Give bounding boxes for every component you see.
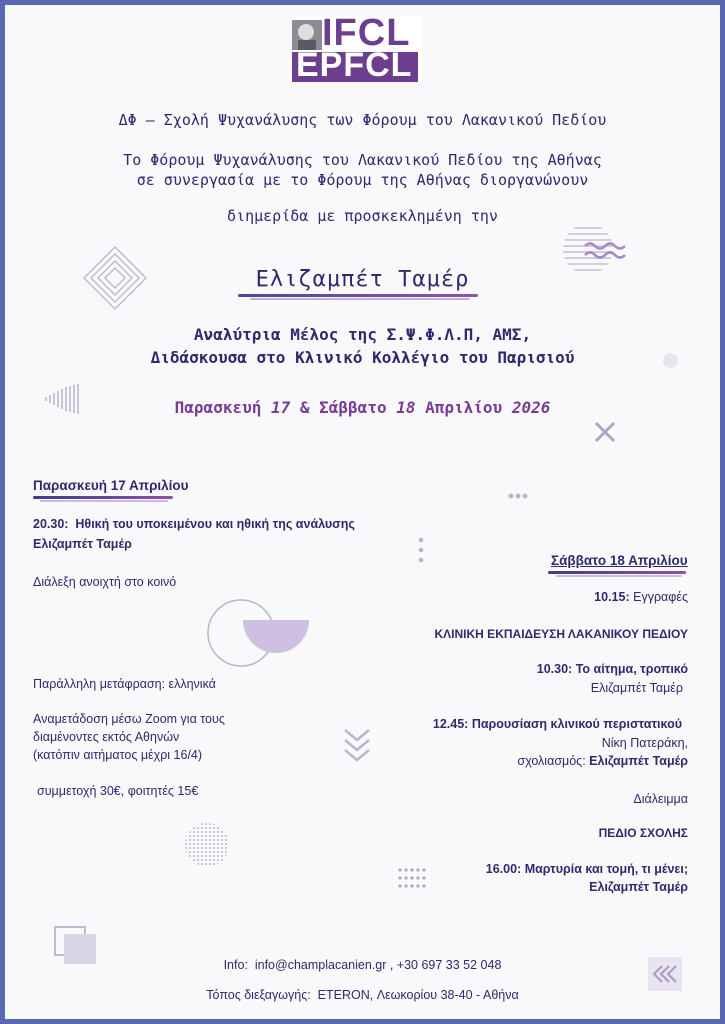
dates-part-2: & Σάββατο — [290, 398, 397, 417]
saturday-registration — [380, 590, 688, 604]
session-2-comment-label: σχολιασμός: — [517, 754, 586, 768]
diamond-decoration — [82, 245, 148, 315]
friday-translation: Παράλληλη μετάφραση: ελληνικά — [33, 677, 216, 691]
friday-zoom-line-1: Αναμετάδοση μέσω Zoom για τους — [33, 712, 225, 726]
session-1-title — [380, 662, 688, 676]
chevrons-down-icon — [343, 727, 371, 767]
session-3-title-text: Μαρτυρία και τομή, τι μένει; — [524, 862, 688, 876]
session-2-comment-speaker: Ελιζαμπέτ Ταμέρ — [589, 754, 688, 768]
break-label: Διάλειμμα — [633, 792, 688, 806]
registration-label: Εγγραφές — [633, 590, 688, 604]
info-label: Info: — [223, 958, 248, 972]
section-school-field: ΠΕΔΙΟ ΣΧΟΛΗΣ — [598, 826, 688, 840]
session-2-title — [380, 717, 682, 731]
session-2-time: 12.45: — [432, 717, 469, 731]
triangle-lines-decoration — [44, 383, 82, 419]
saturday-heading-underline — [548, 571, 686, 574]
date-17: 17 — [270, 398, 291, 417]
role-line-1: Αναλύτρια Μέλος της Σ.Ψ.Φ.Λ.Π, ΑΜΣ, — [193, 325, 532, 344]
logo-bottom-text: EPFCL — [296, 46, 413, 84]
venue-label: Τόπος διεξαγωγής: — [206, 988, 311, 1002]
session-3-time: 16.00: — [485, 862, 522, 876]
intro-line-2: σε συνεργασία με το Φόρουμ της Αθήνας διοργανώνουν — [136, 171, 589, 189]
dates-part-3: Απριλίου — [415, 398, 512, 417]
friday-talk-time: 20.30: — [33, 517, 69, 531]
school-title: ΔΦ – Σχολή Ψυχανάλυσης των Φόρουμ του Λακανικού Πεδίου — [118, 111, 607, 129]
event-dates — [0, 398, 725, 417]
session-2-presenter: Νίκη Πατεράκη, — [601, 736, 688, 750]
saturday-heading-underline-2 — [556, 575, 682, 577]
footer-info — [0, 958, 725, 972]
epfcl-logo — [292, 12, 422, 84]
invite-line: διημερίδα με προσκεκλημένη την — [227, 207, 498, 225]
session-2-comment — [380, 754, 688, 768]
close-x-icon — [594, 421, 616, 447]
friday-zoom-line-2: διαμένοντες εκτός Αθηνών — [33, 730, 180, 744]
vertical-dots-decoration — [418, 537, 424, 567]
section-clinical-training: ΚΛΙΝΙΚΗ ΕΚΠΑΙΔΕΥΣΗ ΛΑΚΑΝΙΚΟΥ ΠΕΔΙΟΥ — [434, 627, 688, 641]
dates-part-1: Παρασκευή — [174, 398, 271, 417]
friday-talk — [33, 517, 355, 531]
footer-venue — [0, 988, 725, 1002]
dot-decoration — [663, 353, 678, 368]
intro-line-1: Το Φόρουμ Ψυχανάλυσης του Λακανικού Πεδίου της Αθήνας — [123, 151, 602, 169]
speaker-underline — [238, 294, 478, 297]
role-line-2: Διδάσκουσα στο Κλινικό Κολλέγιο του Παρισιού — [150, 348, 575, 367]
logo-top-text: IFCL — [322, 12, 411, 54]
friday-talk-title: Ηθική του υποκειμένου και ηθική της ανάλυσης — [75, 517, 355, 531]
striped-circle-decoration — [563, 224, 633, 280]
speaker-name: Ελιζαμπέτ Ταμέρ — [255, 267, 470, 292]
friday-public-note: Διάλεξη ανοιχτή στο κοινό — [33, 575, 177, 589]
session-1-speaker: Ελιζαμπέτ Ταμέρ — [590, 681, 683, 695]
info-contact[interactable]: info@champlacanien.gr , +30 697 33 52 048 — [254, 958, 502, 972]
friday-zoom-line-3: (κατόπιν αιτήματος μέχρι 16/4) — [33, 748, 203, 762]
venue-address: Λεωκορίου 38-40 - Αθήνα — [376, 988, 519, 1002]
session-3-title — [380, 862, 688, 876]
friday-heading-underline-2 — [40, 500, 168, 502]
friday-heading: Παρασκευή 17 Απριλίου — [33, 478, 189, 493]
friday-heading-underline — [33, 496, 173, 499]
circle-halfmoon-decoration — [206, 598, 312, 674]
three-dots-decoration — [508, 484, 528, 503]
speaker-underline-2 — [250, 298, 470, 300]
friday-fee: συμμετοχή 30€, φοιτητές 15€ — [37, 784, 199, 798]
venue-name: ETERON, — [317, 988, 374, 1002]
session-1-title-text: Το αίτημα, τροπικό — [575, 662, 688, 676]
dotted-circle-decoration — [184, 822, 230, 872]
saturday-heading: Σάββατο 18 Απριλίου — [551, 553, 688, 568]
session-2-title-text: Παρουσίαση κλινικού περιστατικού — [471, 717, 682, 731]
date-year: 2026 — [511, 398, 551, 417]
friday-talk-speaker: Ελιζαμπέτ Ταμέρ — [33, 537, 132, 551]
date-18: 18 — [396, 398, 416, 417]
session-1-time: 10.30: — [536, 662, 573, 676]
session-3-speaker: Ελιζαμπέτ Ταμέρ — [589, 880, 688, 894]
registration-time: 10.15: — [594, 590, 630, 604]
